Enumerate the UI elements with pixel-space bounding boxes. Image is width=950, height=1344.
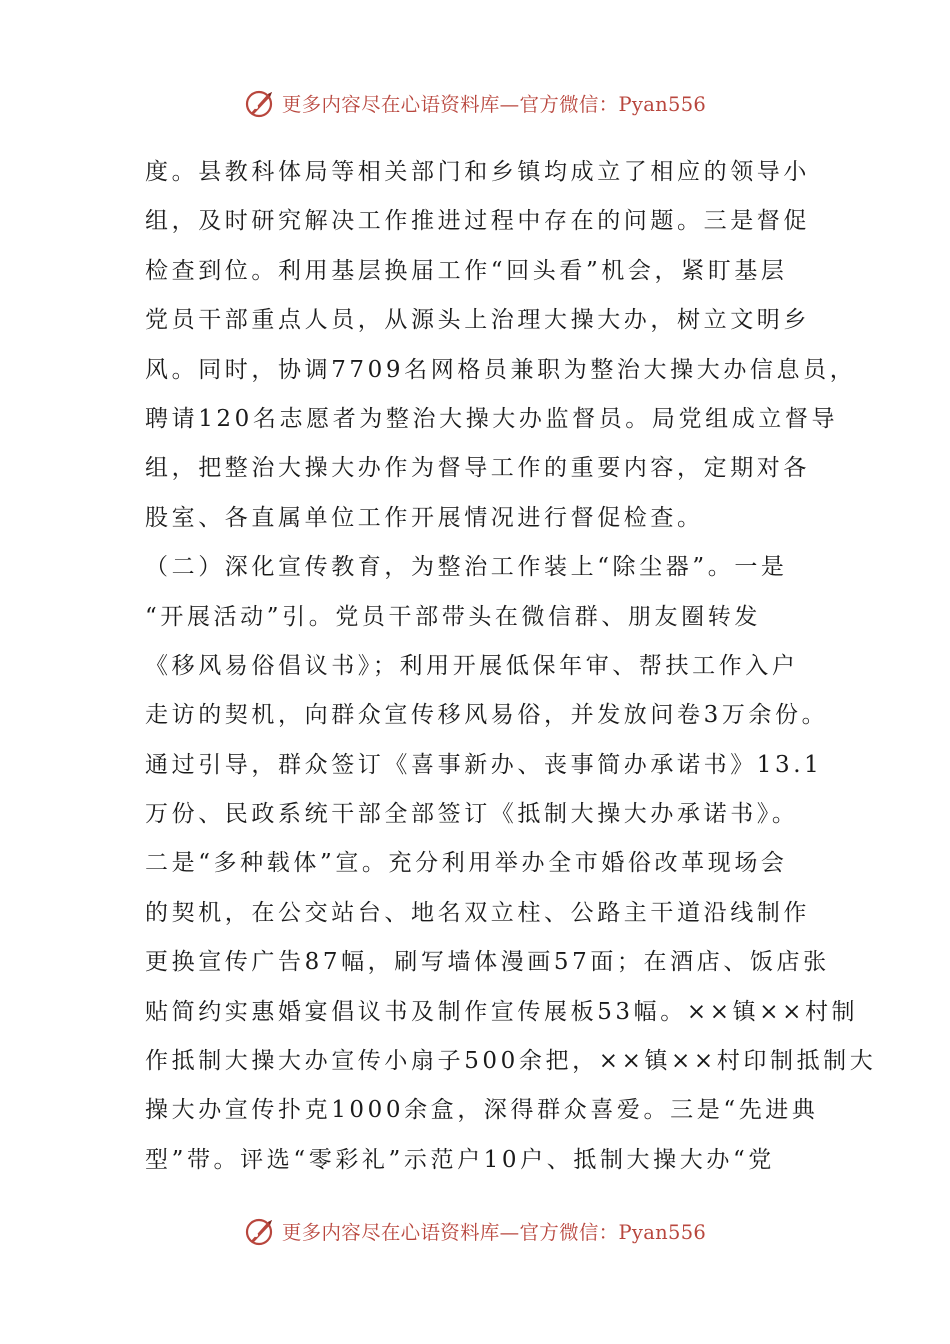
text-line: 《移风易俗倡议书》；利用开展低保年审、帮扶工作入户 (145, 652, 799, 679)
text-line: 风。同时，协调7709名网格员兼职为整治大操大办信息员， (145, 356, 857, 383)
text-line: 贴简约实惠婚宴倡议书及制作宣传展板53幅。××镇××村制 (145, 998, 859, 1025)
footer-banner (0, 1211, 950, 1251)
text-line: 检查到位。利用基层换届工作“回头看”机会，紧盯基层 (145, 257, 788, 284)
pen-logo-icon (244, 86, 278, 120)
text-line: “开展活动”引。党员干部带头在微信群、朋友圈转发 (145, 603, 761, 630)
text-line: 万份、民政系统干部全部签订《抵制大操大办承诺书》。 (145, 801, 799, 828)
text-line: 作抵制大操大办宣传小扇子500余把，××镇××村印制抵制大 (145, 1048, 877, 1075)
text-line: 通过引导，群众签订《喜事新办、丧事简办承诺书》13.1 (145, 751, 823, 778)
text-line: 聘请120名志愿者为整治大操大办监督员。局党组成立督导 (145, 405, 839, 432)
text-line: 二是“多种载体”宣。充分利用举办全市婚俗改革现场会 (145, 850, 788, 877)
text-line: （二）深化宣传教育，为整治工作装上“除尘器”。一是 (145, 554, 788, 581)
document-body (145, 148, 877, 1185)
text-line: 操大办宣传扑克1000余盒，深得群众喜爱。三是“先进典 (145, 1097, 819, 1124)
text-line: 更换宣传广告87幅，刷写墙体漫画57面；在酒店、饭店张 (145, 949, 830, 976)
text-line: 走访的契机，向群众宣传移风易俗，并发放问卷3万余份。 (145, 702, 829, 729)
text-line: 股室、各直属单位工作开展情况进行督促检查。 (145, 504, 704, 531)
text-line: 的契机，在公交站台、地名双立柱、公路主干道沿线制作 (145, 899, 810, 926)
pen-logo-icon (244, 1214, 278, 1248)
header-banner (0, 83, 950, 123)
text-line: 度。县教科体局等相关部门和乡镇均成立了相应的领导小 (145, 159, 810, 185)
text-line: 型”带。评选“零彩礼”示范户10户、抵制大操大办“党 (145, 1146, 775, 1173)
text-line: 组，及时研究解决工作推进过程中存在的问题。三是督促 (145, 208, 810, 235)
footer-banner-text: 更多内容尽在心语资料库—官方微信：Pyan556 (281, 1221, 707, 1244)
header-banner-text: 更多内容尽在心语资料库—官方微信：Pyan556 (281, 93, 707, 116)
text-line: 组，把整治大操大办作为督导工作的重要内容，定期对各 (145, 455, 810, 482)
text-line: 党员干部重点人员，从源头上治理大操大办，树立文明乡 (145, 307, 810, 334)
